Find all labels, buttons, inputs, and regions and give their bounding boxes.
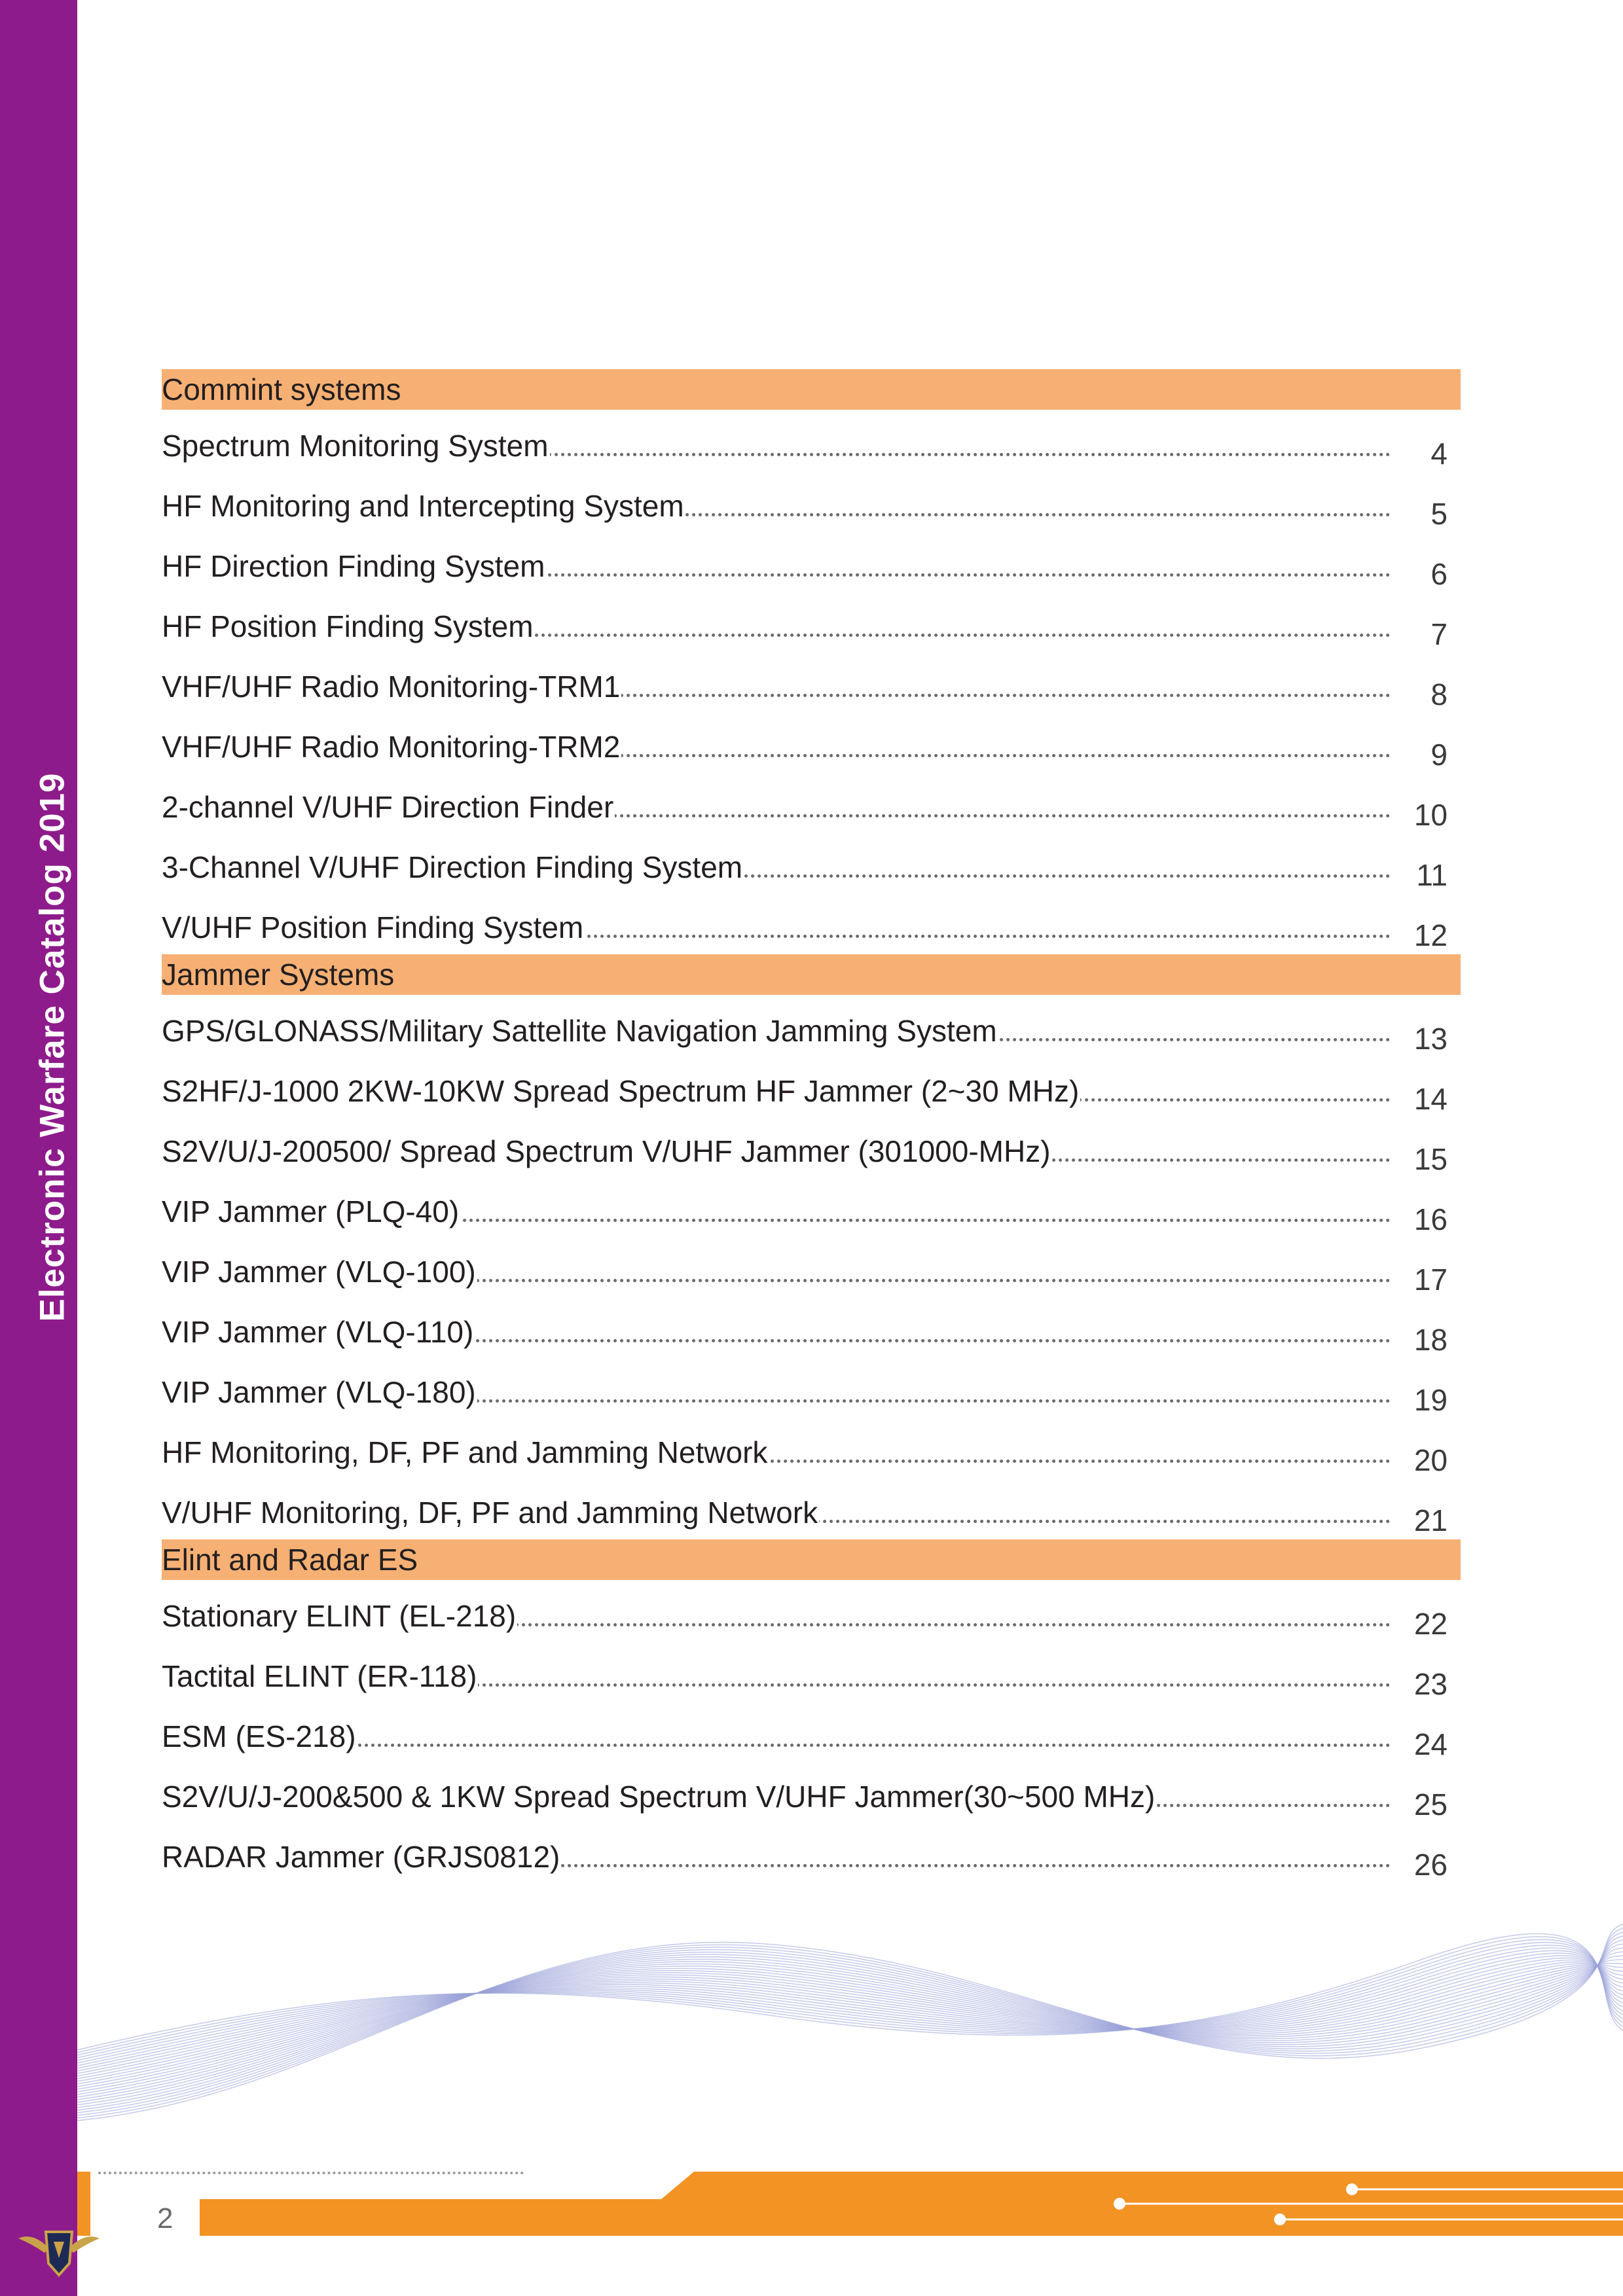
toc-entry-page: 18 xyxy=(1413,1323,1448,1357)
wave-line xyxy=(77,1966,1623,2089)
section-title: Commint systems xyxy=(162,372,401,406)
toc-entry[interactable] xyxy=(162,490,1461,550)
toc-entry-title: VIP Jammer (PLQ-40) xyxy=(162,1194,460,1229)
footer-node-top xyxy=(1346,2183,1358,2195)
toc-entry-page: 24 xyxy=(1413,1727,1448,1761)
toc-entry[interactable] xyxy=(162,610,1461,670)
toc-entry-title: 3-Channel V/UHF Direction Finding System xyxy=(162,850,743,884)
toc-entry[interactable] xyxy=(162,1436,1461,1496)
toc-entry-page: 12 xyxy=(1413,918,1448,952)
toc-entry-title: HF Position Finding System xyxy=(162,609,534,643)
toc-entry[interactable] xyxy=(162,1660,1461,1720)
toc-entry-title: VIP Jammer (VLQ-110) xyxy=(162,1315,474,1349)
toc-entry-page: 11 xyxy=(1416,858,1448,892)
toc-entry-page: 15 xyxy=(1413,1142,1448,1176)
toc-entry-page: 8 xyxy=(1431,677,1448,711)
toc-entry-page: 14 xyxy=(1413,1082,1448,1116)
catalog-side-title: Electronic Warfare Catalog 2019 xyxy=(33,772,72,1322)
toc-entry-page: 22 xyxy=(1413,1607,1448,1641)
toc-entry-page: 21 xyxy=(1413,1503,1448,1537)
footer-orange-strip xyxy=(200,2172,1623,2236)
toc-entry[interactable] xyxy=(162,1376,1461,1436)
toc-entry[interactable] xyxy=(162,851,1461,911)
toc-entry-title: S2V/U/J-200500/ Spread Spectrum V/UHF Jammer (301000-MHz) xyxy=(162,1134,1051,1168)
toc-entry-title: HF Monitoring and Intercepting System xyxy=(162,489,684,523)
toc-entry-title: S2V/U/J-200&500 & 1KW Spread Spectrum V/UHF Jammer(30~500 MHz) xyxy=(162,1780,1156,1814)
footer-node-mid xyxy=(1114,2198,1125,2210)
toc-entry-title: V/UHF Monitoring, DF, PF and Jamming Network xyxy=(162,1496,818,1530)
page-number: 2 xyxy=(157,2202,173,2234)
toc-entry-page: 19 xyxy=(1413,1383,1448,1417)
footer-node-bottom xyxy=(1274,2214,1286,2225)
toc-entry-page: 20 xyxy=(1413,1443,1448,1477)
toc-entry-title: GPS/GLONASS/Military Sattellite Navigation Jamming System xyxy=(162,1014,997,1048)
toc-entry[interactable] xyxy=(162,1600,1461,1660)
toc-entry[interactable] xyxy=(162,1720,1461,1780)
wave-line xyxy=(77,1952,1623,2102)
toc-entry-title: 2-channel V/UHF Direction Finder xyxy=(162,790,614,824)
toc-entry-title: VIP Jammer (VLQ-100) xyxy=(162,1255,476,1289)
toc-entry-title: V/UHF Position Finding System xyxy=(162,910,584,944)
toc-entry-title: VHF/UHF Radio Monitoring-TRM1 xyxy=(162,670,621,704)
forum-logo-icon xyxy=(13,2212,105,2296)
toc-entry[interactable] xyxy=(162,1195,1461,1255)
toc-entry-title: Spectrum Monitoring System xyxy=(162,429,549,463)
toc-entry[interactable] xyxy=(162,1780,1461,1840)
toc-entry[interactable] xyxy=(162,1316,1461,1376)
toc-entry-page: 7 xyxy=(1431,617,1448,651)
toc-entry-page: 5 xyxy=(1431,497,1448,531)
toc-entry-title: HF Monitoring, DF, PF and Jamming Network xyxy=(162,1435,768,1469)
footer-dotted-rule xyxy=(98,2172,524,2174)
toc-entry[interactable] xyxy=(162,1075,1461,1135)
toc-entry-title: Stationary ELINT (EL-218) xyxy=(162,1599,517,1633)
toc-entry[interactable] xyxy=(162,1135,1461,1195)
toc-entry-page: 26 xyxy=(1413,1848,1448,1882)
toc-entry[interactable] xyxy=(162,730,1461,791)
toc-entry-page: 13 xyxy=(1413,1022,1448,1056)
toc-entry-title: VHF/UHF Radio Monitoring-TRM2 xyxy=(162,730,621,764)
toc-entry[interactable] xyxy=(162,429,1461,490)
toc-entry-title: ESM (ES-218) xyxy=(162,1719,356,1753)
section-header xyxy=(162,1539,1461,1580)
toc-entry[interactable] xyxy=(162,550,1461,610)
toc-entry-title: HF Direction Finding System xyxy=(162,549,545,583)
section-header xyxy=(162,369,1461,410)
toc-entry[interactable] xyxy=(162,1255,1461,1316)
section-title: Jammer Systems xyxy=(162,958,395,992)
toc-entry-title: VIP Jammer (VLQ-180) xyxy=(162,1375,476,1409)
toc-entry-page: 16 xyxy=(1413,1202,1448,1236)
toc-entry-title: RADAR Jammer (GRJS0812) xyxy=(162,1840,560,1874)
toc-entry[interactable] xyxy=(162,670,1461,730)
toc-entry-page: 10 xyxy=(1413,798,1448,832)
toc-entry-page: 23 xyxy=(1413,1667,1448,1701)
decorative-waves xyxy=(77,1898,1623,2173)
toc-entry[interactable] xyxy=(162,1014,1461,1075)
toc-entry-title: Tactital ELINT (ER-118) xyxy=(162,1659,477,1693)
toc-entry[interactable] xyxy=(162,791,1461,851)
section-title: Elint and Radar ES xyxy=(162,1543,418,1577)
table-of-contents xyxy=(162,369,1461,1901)
toc-entry-page: 6 xyxy=(1431,557,1448,591)
toc-entry-title: S2HF/J-1000 2KW-10KW Spread Spectrum HF Jammer (2~30 MHz) xyxy=(162,1074,1080,1108)
toc-entry-page: 4 xyxy=(1431,437,1448,471)
toc-entry[interactable] xyxy=(162,1840,1461,1901)
toc-entry-page: 25 xyxy=(1413,1787,1448,1821)
toc-entry-page: 9 xyxy=(1431,738,1448,772)
section-header xyxy=(162,954,1461,995)
toc-entry-page: 17 xyxy=(1413,1263,1448,1297)
